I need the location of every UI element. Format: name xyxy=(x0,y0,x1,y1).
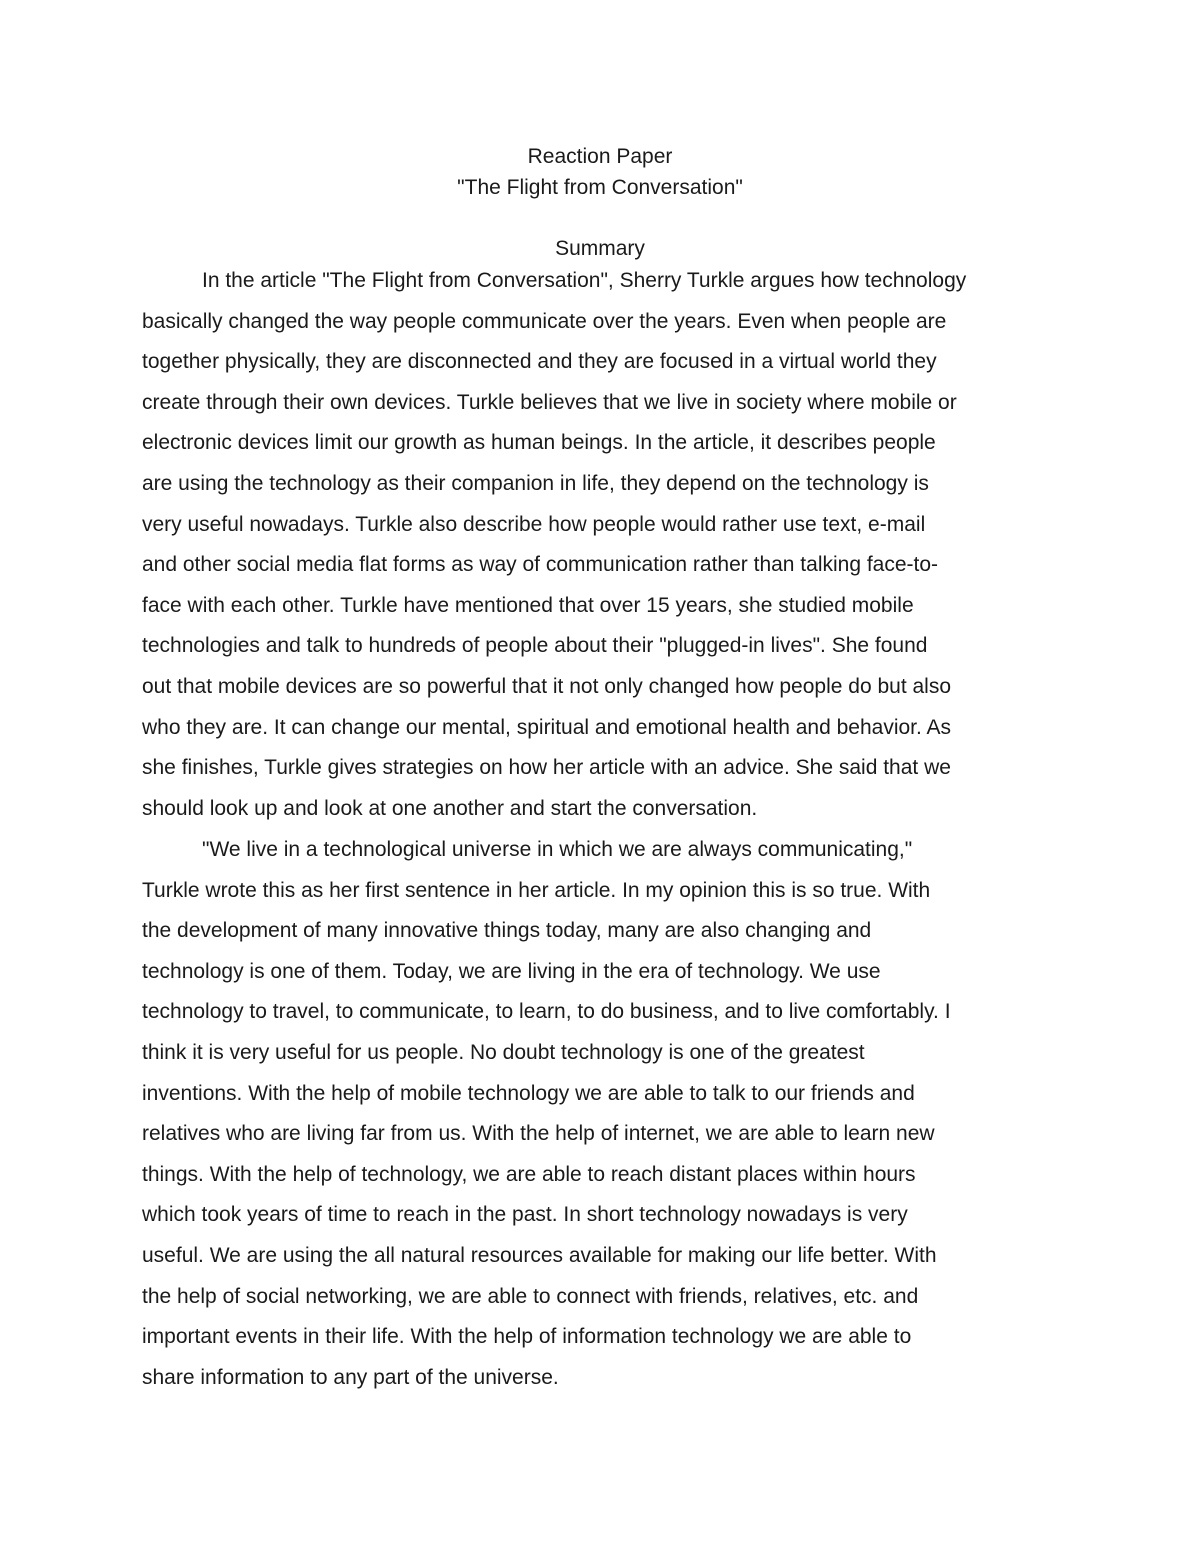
paragraph-line: together physically, they are disconnected and they are focused in a virtual world they xyxy=(142,350,937,374)
paragraph-line: technology to travel, to communicate, to learn, to do business, and to live comfortably. I xyxy=(142,1000,951,1024)
paragraph-line: create through their own devices. Turkle believes that we live in society where mobile or xyxy=(142,390,957,414)
paragraph-line: share information to any part of the universe. xyxy=(142,1365,559,1389)
paragraph-line: important events in their life. With the help of information technology we are able to xyxy=(142,1325,912,1349)
paragraph-line: things. With the help of technology, we are able to reach distant places within hours xyxy=(142,1162,916,1186)
paragraph-line: and other social media flat forms as way of communication rather than talking face-to- xyxy=(142,553,939,577)
paragraph-line: relatives who are living far from us. With the help of internet, we are able to learn new xyxy=(142,1122,935,1146)
paragraph-line: the development of many innovative things today, many are also changing and xyxy=(142,919,872,943)
paragraph-line: which took years of time to reach in the past. In short technology nowadays is very xyxy=(142,1203,908,1227)
paragraph-line: who they are. It can change our mental, spiritual and emotional health and behavior. As xyxy=(142,715,952,739)
paragraph-line: technologies and talk to hundreds of people about their "plugged-in lives". She found xyxy=(142,634,928,658)
paragraph-line: are using the technology as their companion in life, they depend on the technology is xyxy=(142,471,929,495)
document-subtitle: "The Flight from Conversation" xyxy=(457,176,743,199)
paragraph-line: electronic devices limit our growth as human beings. In the article, it describes people xyxy=(142,431,936,455)
summary-paragraph xyxy=(142,261,1062,829)
paragraph-line: inventions. With the help of mobile technology we are able to talk to our friends and xyxy=(142,1081,915,1105)
section-heading-summary: Summary xyxy=(555,237,645,260)
paragraph-line: out that mobile devices are so powerful that it not only changed how people do but also xyxy=(142,674,952,698)
reaction-paragraph xyxy=(142,830,1062,1398)
paragraph-line: very useful nowadays. Turkle also describe how people would rather use text, e-mail xyxy=(142,512,926,536)
paragraph-line: In the article "The Flight from Conversation", Sherry Turkle argues how technology xyxy=(202,269,967,292)
paragraph-line: she finishes, Turkle gives strategies on how her article with an advice. She said that we xyxy=(142,756,951,780)
paragraph-line: "We live in a technological universe in which we are always communicating," xyxy=(202,838,913,861)
paragraph-line: should look up and look at one another and start the conversation. xyxy=(142,796,758,820)
paragraph-line: the help of social networking, we are able to connect with friends, relatives, etc. and xyxy=(142,1284,919,1308)
paragraph-line: think it is very useful for us people. No doubt technology is one of the greatest xyxy=(142,1040,865,1064)
paragraph-line: Turkle wrote this as her first sentence in her article. In my opinion this is so true. With xyxy=(142,878,931,902)
paragraph-line: face with each other. Turkle have mentioned that over 15 years, she studied mobile xyxy=(142,593,914,617)
document-title: Reaction Paper xyxy=(527,145,673,168)
paragraph-line: technology is one of them. Today, we are living in the era of technology. We use xyxy=(142,959,881,983)
paragraph-line: basically changed the way people communicate over the years. Even when people are xyxy=(142,309,947,333)
paragraph-line: useful. We are using the all natural resources available for making our life better. With xyxy=(142,1243,937,1267)
